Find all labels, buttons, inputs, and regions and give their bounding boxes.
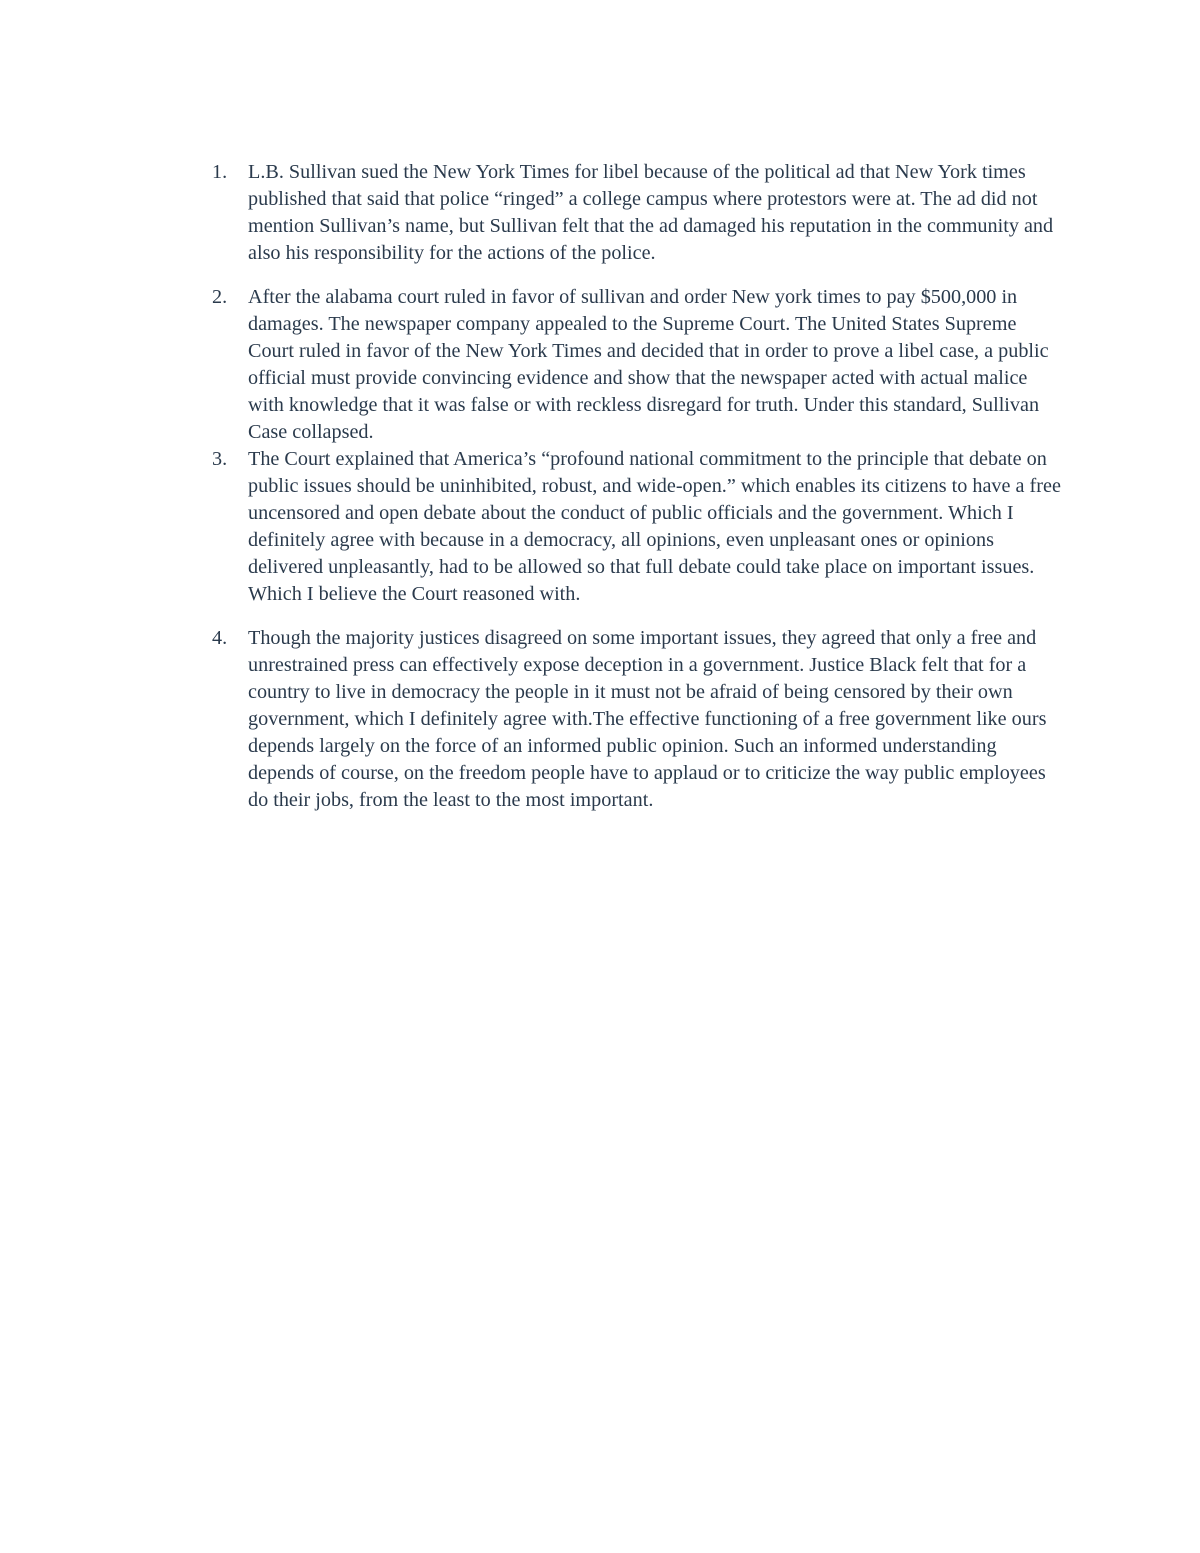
item-text: L.B. Sullivan sued the New York Times for libel because of the political ad that New York times published that said that police “ringed” a college campus where protestors were at. The ad did not mention Sullivan’s name, but Sullivan felt that the ad damaged his reputation in the community and also his responsibility for the actions of the police. <box>248 161 1054 264</box>
item-text: Though the majority justices disagreed on some important issues, they agreed that only a free and unrestrained press can effectively expose deception in a government. Justice Black felt that for a country to live in democracy the people in it must not be afraid of being censored by their own government, which I definitely agree with.The effective functioning of a free government like ours depends largely on the force of an informed public opinion. Such an informed understanding depends of course, on the freedom people have to applaud or to criticize the way public employees do their jobs, from the least to the most important. <box>248 627 1047 811</box>
list-item <box>212 159 1062 267</box>
item-number: 3. <box>212 448 228 470</box>
list-item <box>212 625 1062 814</box>
item-number: 4. <box>212 627 228 649</box>
item-number: 1. <box>212 161 228 183</box>
list-item <box>212 284 1062 446</box>
item-number: 2. <box>212 286 228 308</box>
item-text: The Court explained that America’s “profound national commitment to the principle that debate on public issues should be uninhibited, robust, and wide-open.” which enables its citizens to have a free uncensored and open debate about the conduct of public officials and the government. Which I definitely agree with because in a democracy, all opinions, even unpleasant ones or opinions delivered unpleasantly, had to be allowed so that full debate could take place on important issues. Which I believe the Court reasoned with. <box>248 448 1061 605</box>
item-text: After the alabama court ruled in favor of sullivan and order New york times to pay $500,000 in damages. The newspaper company appealed to the Supreme Court. The United States Supreme Court ruled in favor of the New York Times and decided that in order to prove a libel case, a public official must provide convincing evidence and show that the newspaper acted with actual malice with knowledge that it was false or with reckless disregard for truth. Under this standard, Sullivan Case collapsed. <box>248 286 1049 443</box>
list-item <box>212 446 1062 608</box>
numbered-answer-list <box>212 159 1062 814</box>
